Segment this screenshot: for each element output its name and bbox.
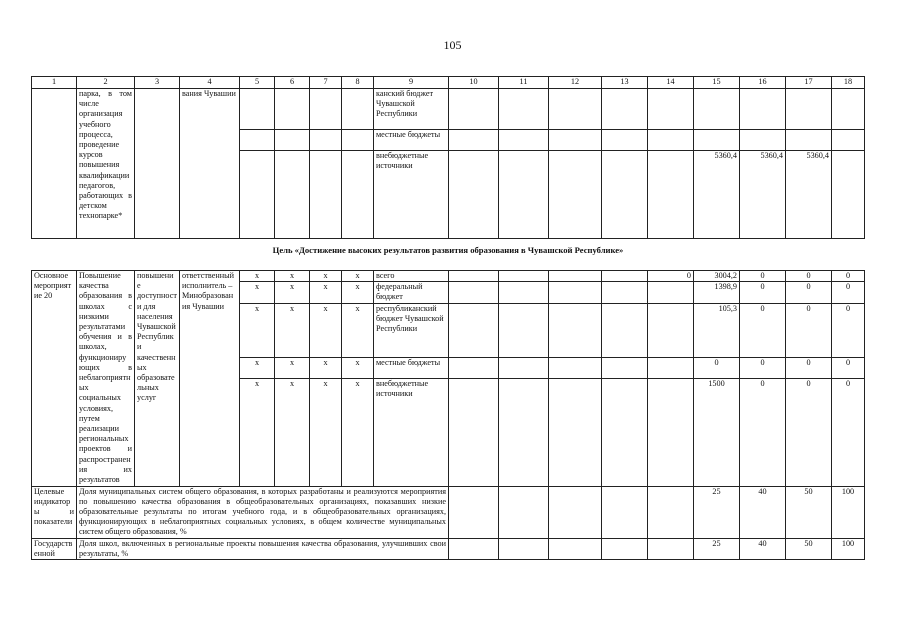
value-cell: 0 [786, 303, 832, 357]
funding-source: внебюджетные источники [374, 151, 449, 239]
value-cell: 0 [786, 271, 832, 282]
value-cell [648, 282, 694, 303]
event-description: Повышение качества образования в школах с низкими результатами обучения и в школах, функционирующих в неблагоприятных социальных условиях, путем реализации региональных проектов и распространения их результатов [77, 271, 135, 487]
value-cell [694, 89, 740, 130]
value-cell [648, 378, 694, 486]
value-cell: 25 [694, 486, 740, 538]
value-cell: 0 [740, 357, 786, 378]
indicator-label: Государственной [32, 538, 77, 559]
mark-cell: х [240, 378, 275, 486]
cell [275, 89, 310, 130]
value-cell: 5360,4 [786, 151, 832, 239]
value-cell: 40 [740, 486, 786, 538]
header-cell: 7 [310, 77, 342, 89]
value-cell: 40 [740, 538, 786, 559]
header-cell: 17 [786, 77, 832, 89]
value-cell: 5360,4 [740, 151, 786, 239]
mark-cell: х [342, 282, 374, 303]
table-row [32, 89, 865, 130]
value-cell: 5360,4 [694, 151, 740, 239]
value-cell: 0 [740, 303, 786, 357]
funding-source: внебюджетные источники [374, 378, 449, 486]
value-cell [694, 130, 740, 151]
indicator-row [32, 538, 865, 559]
value-cell: 105,3 [694, 303, 740, 357]
value-cell: 0 [832, 357, 865, 378]
header-cell: 15 [694, 77, 740, 89]
value-cell: 50 [786, 486, 832, 538]
header-cell: 12 [549, 77, 602, 89]
header-cell: 9 [374, 77, 449, 89]
value-cell [648, 357, 694, 378]
value-cell: 0 [832, 271, 865, 282]
funding-source: местные бюджеты [374, 357, 449, 378]
header-cell: 1 [32, 77, 77, 89]
responsible-executor: ответственный исполнитель – Минобразования Чувашии [180, 271, 240, 487]
header-cell: 6 [275, 77, 310, 89]
mark-cell: х [240, 282, 275, 303]
funding-source: канский бюджет Чувашской Республики [374, 89, 449, 130]
value-cell: 25 [694, 538, 740, 559]
mark-cell: х [342, 357, 374, 378]
mark-cell: х [342, 271, 374, 282]
value-cell: 0 [832, 378, 865, 486]
value-cell [740, 130, 786, 151]
value-cell: 0 [786, 282, 832, 303]
value-cell [740, 89, 786, 130]
expected-result: повышение доступности для населения Чувашской Республики качественных образовательных услуг [135, 271, 180, 487]
funding-source: республиканский бюджет Чувашской Республики [374, 303, 449, 357]
header-cell: 4 [180, 77, 240, 89]
cell [135, 89, 180, 239]
value-cell: 1398,9 [694, 282, 740, 303]
mark-cell: х [275, 378, 310, 486]
table-row [32, 271, 865, 282]
value-cell: 100 [832, 538, 865, 559]
value-cell: 0 [740, 271, 786, 282]
mark-cell: х [240, 271, 275, 282]
mark-cell: х [310, 357, 342, 378]
event-code: Основное мероприятие 20 [32, 271, 77, 487]
event-description: парка, в том числе организация учебного процесса, проведение курсов повышения квалификации педагогов, работающих в детском технопарке* [77, 89, 135, 239]
header-cell: 16 [740, 77, 786, 89]
mark-cell: х [240, 357, 275, 378]
goal-row [32, 239, 865, 271]
funding-source: всего [374, 271, 449, 282]
mark-cell: х [310, 271, 342, 282]
indicator-row [32, 486, 865, 538]
mark-cell: х [342, 303, 374, 357]
mark-cell: х [275, 357, 310, 378]
header-cell: 18 [832, 77, 865, 89]
header-cell: 2 [77, 77, 135, 89]
value-cell: 50 [786, 538, 832, 559]
mark-cell: х [275, 282, 310, 303]
value-cell: 0 [832, 282, 865, 303]
header-cell: 10 [449, 77, 499, 89]
value-cell: 0 [648, 271, 694, 282]
goal-heading: Цель «Достижение высоких результатов развития образования в Чувашской Республике» [32, 239, 865, 271]
program-table [31, 76, 865, 560]
value-cell: 1500 [694, 378, 740, 486]
page-number: 105 [443, 38, 462, 52]
value-cell [786, 130, 832, 151]
cell [310, 89, 342, 130]
value-cell [786, 89, 832, 130]
mark-cell: х [310, 378, 342, 486]
mark-cell: х [310, 282, 342, 303]
cell [32, 89, 77, 239]
header-row [32, 77, 865, 89]
mark-cell: х [342, 378, 374, 486]
value-cell: 0 [786, 378, 832, 486]
mark-cell: х [275, 271, 310, 282]
header-cell: 13 [602, 77, 648, 89]
value-cell: 0 [740, 282, 786, 303]
mark-cell: х [240, 303, 275, 357]
cell [342, 89, 374, 130]
funding-source: местные бюджеты [374, 130, 449, 151]
header-cell: 11 [499, 77, 549, 89]
value-cell: 0 [694, 357, 740, 378]
header-cell: 14 [648, 77, 694, 89]
mark-cell: х [275, 303, 310, 357]
value-cell: 0 [786, 357, 832, 378]
funding-source: федеральный бюджет [374, 282, 449, 303]
value-cell: 3004,2 [694, 271, 740, 282]
cell [240, 89, 275, 130]
mark-cell: х [310, 303, 342, 357]
responsible-executor: вания Чувашии [180, 89, 240, 239]
header-cell: 5 [240, 77, 275, 89]
value-cell: 100 [832, 486, 865, 538]
header-cell: 3 [135, 77, 180, 89]
indicator-text: Доля школ, включенных в региональные проекты повышения качества образования, улучшивших свои результаты, % [77, 538, 449, 559]
indicator-label: Целевые индикаторы и показатели [32, 486, 77, 538]
value-cell: 0 [832, 303, 865, 357]
header-cell: 8 [342, 77, 374, 89]
indicator-text: Доля муниципальных систем общего образования, в которых разработаны и реализуются мероприятия по повышению качества образования в общеобразовательных организациях, показавших низкие образовательные результаты по итогам учебного года, и в общеобразовательных организациях, функционирующих в неблагоприятных социальных условиях, в общем количестве муниципальных систем общего образования, % [77, 486, 449, 538]
value-cell: 0 [740, 378, 786, 486]
value-cell [648, 303, 694, 357]
